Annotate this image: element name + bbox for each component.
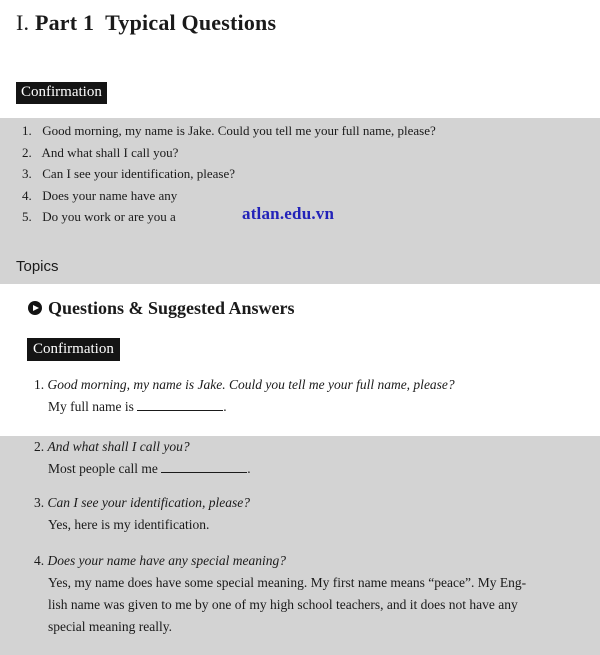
list-item: 4. Does your name have any [22, 187, 178, 203]
qa-item [34, 374, 455, 418]
question: 2. And what shall I call you? [34, 439, 190, 454]
answer-line: Yes, my name does have some special meaning. My first name means “peace”. My Eng- [48, 575, 527, 590]
qa-item [34, 492, 250, 536]
qa-band [0, 436, 600, 655]
header-section [0, 0, 600, 118]
page-title [16, 10, 276, 36]
confirmation-tag: Confirmation [16, 82, 107, 104]
list-item: 2. And what shall I call you? [22, 144, 179, 160]
title-roman-numeral: I. [16, 10, 30, 35]
watermark: atlan.edu.vn [242, 204, 335, 223]
answer: Yes, here is my identification. [48, 517, 210, 532]
question: 3. Can I see your identification, please? [34, 495, 250, 510]
qa-item [34, 436, 251, 480]
list-item: 5. Do you work or are you a [22, 209, 176, 224]
title-text: Part 1 Typical Questions [34, 10, 277, 35]
answer: My full name is . [48, 399, 227, 414]
list-item: 1. Good morning, my name is Jake. Could you tell me your full name, please? [22, 123, 436, 138]
answer-blank [161, 460, 247, 473]
typical-questions-band [0, 118, 600, 284]
qa-section [0, 284, 600, 436]
list-item: 3. Can I see your identification, please? [22, 166, 236, 181]
play-circle-icon [28, 301, 42, 315]
answer: Most people call me . [48, 461, 251, 476]
qa-heading: Questions & Suggested Answers [28, 298, 295, 319]
answer-blank [137, 398, 223, 411]
topics-label: Topics [16, 258, 59, 275]
answer-line: lish name was given to me by one of my high school teachers, and it does not have any [48, 597, 518, 612]
question: 1. Good morning, my name is Jake. Could you tell me your full name, please? [34, 377, 455, 392]
question: 4. Does your name have any special meaning? [34, 553, 286, 568]
typical-questions-list [22, 120, 436, 228]
confirmation-tag: Confirmation [27, 338, 120, 361]
answer-line: special meaning really. [48, 619, 172, 634]
qa-item [34, 550, 564, 638]
